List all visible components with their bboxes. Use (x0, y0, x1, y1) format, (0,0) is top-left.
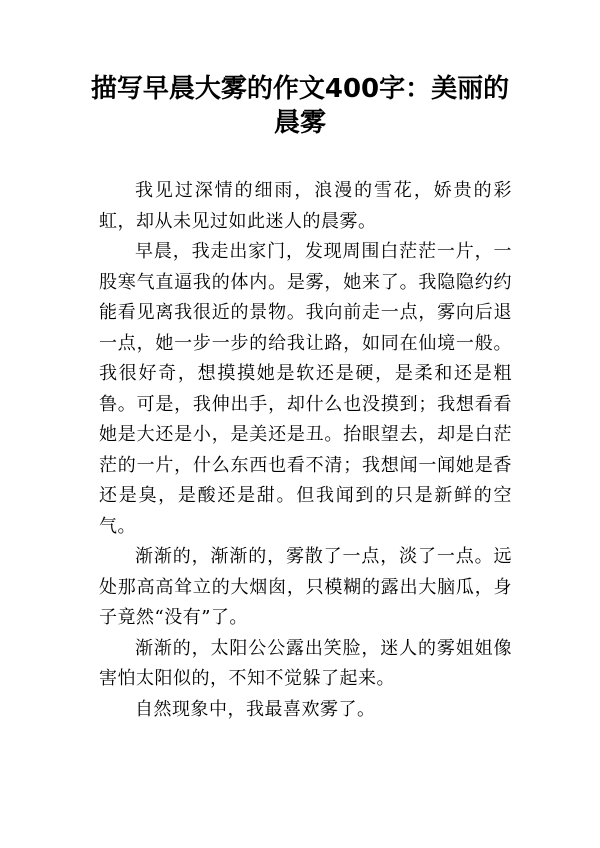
paragraph: 渐渐的，太阳公公露出笑脸，迷人的雾姐姐像害怕太阳似的，不知不觉躲了起来。 (99, 637, 512, 689)
paragraph: 我见过深情的细雨，浪漫的雪花，娇贵的彩虹，却从未见过如此迷人的晨雾。 (99, 180, 512, 232)
paragraph: 自然现象中，我最喜欢雾了。 (135, 698, 376, 720)
title-line-2: 晨雾 (273, 108, 326, 138)
paragraph: 渐渐的，渐渐的，雾散了一点，淡了一点。远处那高高耸立的大烟囱，只模糊的露出大脑瓜，身子竟然“没有”了。 (99, 546, 512, 628)
essay-body (99, 176, 512, 725)
title-line-1: 描写早晨大雾的作文400字：美丽的 (90, 74, 510, 104)
paragraph: 早晨，我走出家门，发现周围白茫茫一片，一股寒气直逼我的体内。是雾，她来了。我隐隐约约能看见离我很近的景物。我向前走一点，雾向后退一点，她一步一步的给我让路，如同在仙境一般。我很好奇，想摸摸她是软还是硬，是柔和还是粗鲁。可是，我伸出手，却什么也没摸到；我想看看她是大还是小，是美还是丑。抬眼望去，却是白茫茫的一片，什么东西也看不清；我想闻一闻她是香还是臭，是酸还是甜。但我闻到的只是新鲜的空气。 (99, 241, 512, 537)
page-title (90, 72, 510, 140)
